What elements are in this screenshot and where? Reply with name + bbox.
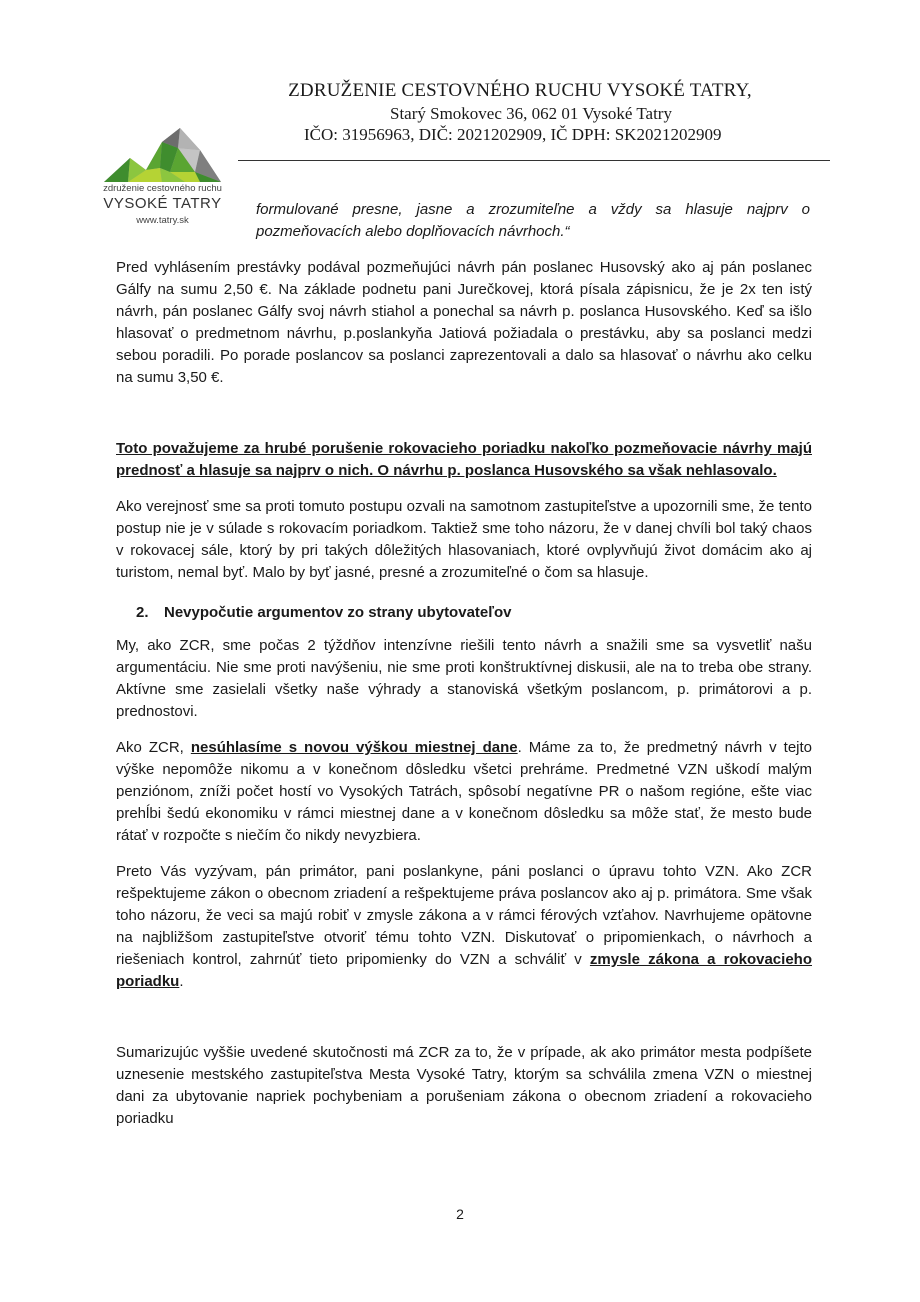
paragraph-4: My, ako ZCR, sme počas 2 týždňov intenzívne riešili tento návrh a snažili sme sa vysvetliť našu argumentáciu. Nie sme proti navýšeniu, nie sme proti konštruktívnej diskusii, ale na to treba obe strany. Aktívne sme zasielali všetky naše výhrady a stanoviská všetkým poslancom, p. primátorovi a p. prednostovi. bbox=[116, 637, 812, 720]
quoted-text: formulované presne, jasne a zrozumiteľne a vždy sa hlasuje najprv o pozmeňovacích alebo doplňovacích návrhoch.“ bbox=[256, 201, 810, 240]
organization-ids: IČO: 31956963, DIČ: 2021202909, IČ DPH: SK2021202909 bbox=[304, 125, 722, 144]
organization-address: Starý Smokovec 36, 062 01 Vysoké Tatry bbox=[390, 104, 672, 123]
page-number: 2 bbox=[456, 1206, 464, 1222]
mountain-logo-icon bbox=[100, 120, 225, 184]
paragraph-6 bbox=[116, 861, 812, 993]
organization-title: ZDRUŽENIE CESTOVNÉHO RUCHU VYSOKÉ TATRY, bbox=[288, 80, 752, 101]
paragraph-2-emphasis bbox=[116, 438, 812, 482]
section-number: 2. bbox=[136, 604, 149, 621]
logo-website: www.tatry.sk bbox=[136, 215, 189, 226]
paragraph-1: Pred vyhlásením prestávky podával pozmeňujúci návrh pán poslanec Husovský ako aj pán poslanec Gálfy na sumu 2,50 €. Na základe podnetu pani Jurečkovej, ktorá písala zápisnicu, že je 2x ten istý návrh, pán poslanec Gálfy svoj návrh stiahol a ponechal sa návrh p. poslanca Husovského. Keď sa išlo hlasovať o predmetnom návrhu, p.poslankyňa Jatiová požiadala o prestávku, aby sa poslanci medzi sebou poradili. Po porade poslancov sa poslanci zaprezentovali a dalo sa hlasovať o návrhu ako celku na sumu 3,50 €. bbox=[116, 259, 812, 386]
logo-tagline: združenie cestovného ruchu bbox=[103, 183, 222, 194]
section-title: Nevypočutie argumentov zo strany ubytovateľov bbox=[164, 604, 512, 621]
paragraph-6-body: Preto Vás vyzývam, pán primátor, pani poslankyne, páni poslanci o úpravu tohto VZN. Ako ZCR rešpektujeme zákon o obecnom zriadení a rešpektujeme práva poslancov ako aj p. primátora. Sme však toho názoru, že veci sa majú robiť v zmysle zákona a v rámci férových vzťahov. Navrhujeme opätovne na najbližšom zastupiteľstve otvoriť tému tohto VZN. Diskutovať o pripomienkach, o návrhoch a riešeniach kontrol, zahrnúť tieto pripomienky do VZN a schváliť v bbox=[116, 863, 812, 968]
paragraph-6-end: . bbox=[179, 973, 184, 990]
paragraph-7: Sumarizujúc vyššie uvedené skutočnosti má ZCR za to, že v prípade, ak ako primátor mesta podpíšete uznesenie mestského zastupiteľstva Mesta Vysoké Tatry, ktorým sa schválila zmena VZN o miestnej dani za ubytovanie napriek pochybeniam a porušeniam zákona o obecnom zriadení a rokovacieho poriadku bbox=[116, 1044, 812, 1127]
section-heading bbox=[136, 602, 512, 624]
paragraph-3: Ako verejnosť sme sa proti tomuto postupu ozvali na samotnom zastupiteľstve a upozornili sme, že tento postup nie je v súlade s rokovacím poriadkom. Taktiež sme toho názoru, že v danej chvíli bol taký chaos v rokovacej sále, ktorý by pri takých dôležitých hlasovaniach, ktoré ovplyvňujú život domácim ako aj turistom, nemal byť. Malo by byť jasné, presné a zrozumiteľné o čom sa hlasuje. bbox=[116, 498, 812, 581]
paragraph-5 bbox=[116, 737, 812, 847]
paragraph-6-emphasis: zmysle zákona a rokovacieho poriadku bbox=[116, 951, 812, 990]
header-divider bbox=[238, 160, 830, 161]
paragraph-5-rest: . Máme za to, že predmetný návrh v tejto výške nepomôže nikomu a v konečnom dôsledku všetci prehráme. Predmetné VZN uškodí malým penziónom, zníži počet hostí vo Vysokých Tatrách, spôsobí negatívne PR o našom regióne, ešte viac prehĺbi šedú ekonomiku v rámci miestnej dane a v konečnom dôsledku sa môže stať, že mesto bude rátať v rozpočte s niečím čo nikdy nevyzbiera. bbox=[116, 739, 812, 844]
emphasis-text: Toto považujeme za hrubé porušenie rokovacieho poriadku nakoľko pozmeňovacie návrhy majú prednosť a hlasuje sa najprv o nich. O návrhu p. poslanca Husovského sa však nehlasovalo. bbox=[116, 440, 812, 479]
paragraph-5-lead: Ako ZCR, bbox=[116, 739, 191, 756]
logo-wordmark: VYSOKÉ TATRY bbox=[103, 195, 222, 212]
organization-logo bbox=[100, 120, 235, 235]
paragraph-5-emphasis: nesúhlasíme s novou výškou miestnej dane bbox=[190, 739, 518, 756]
